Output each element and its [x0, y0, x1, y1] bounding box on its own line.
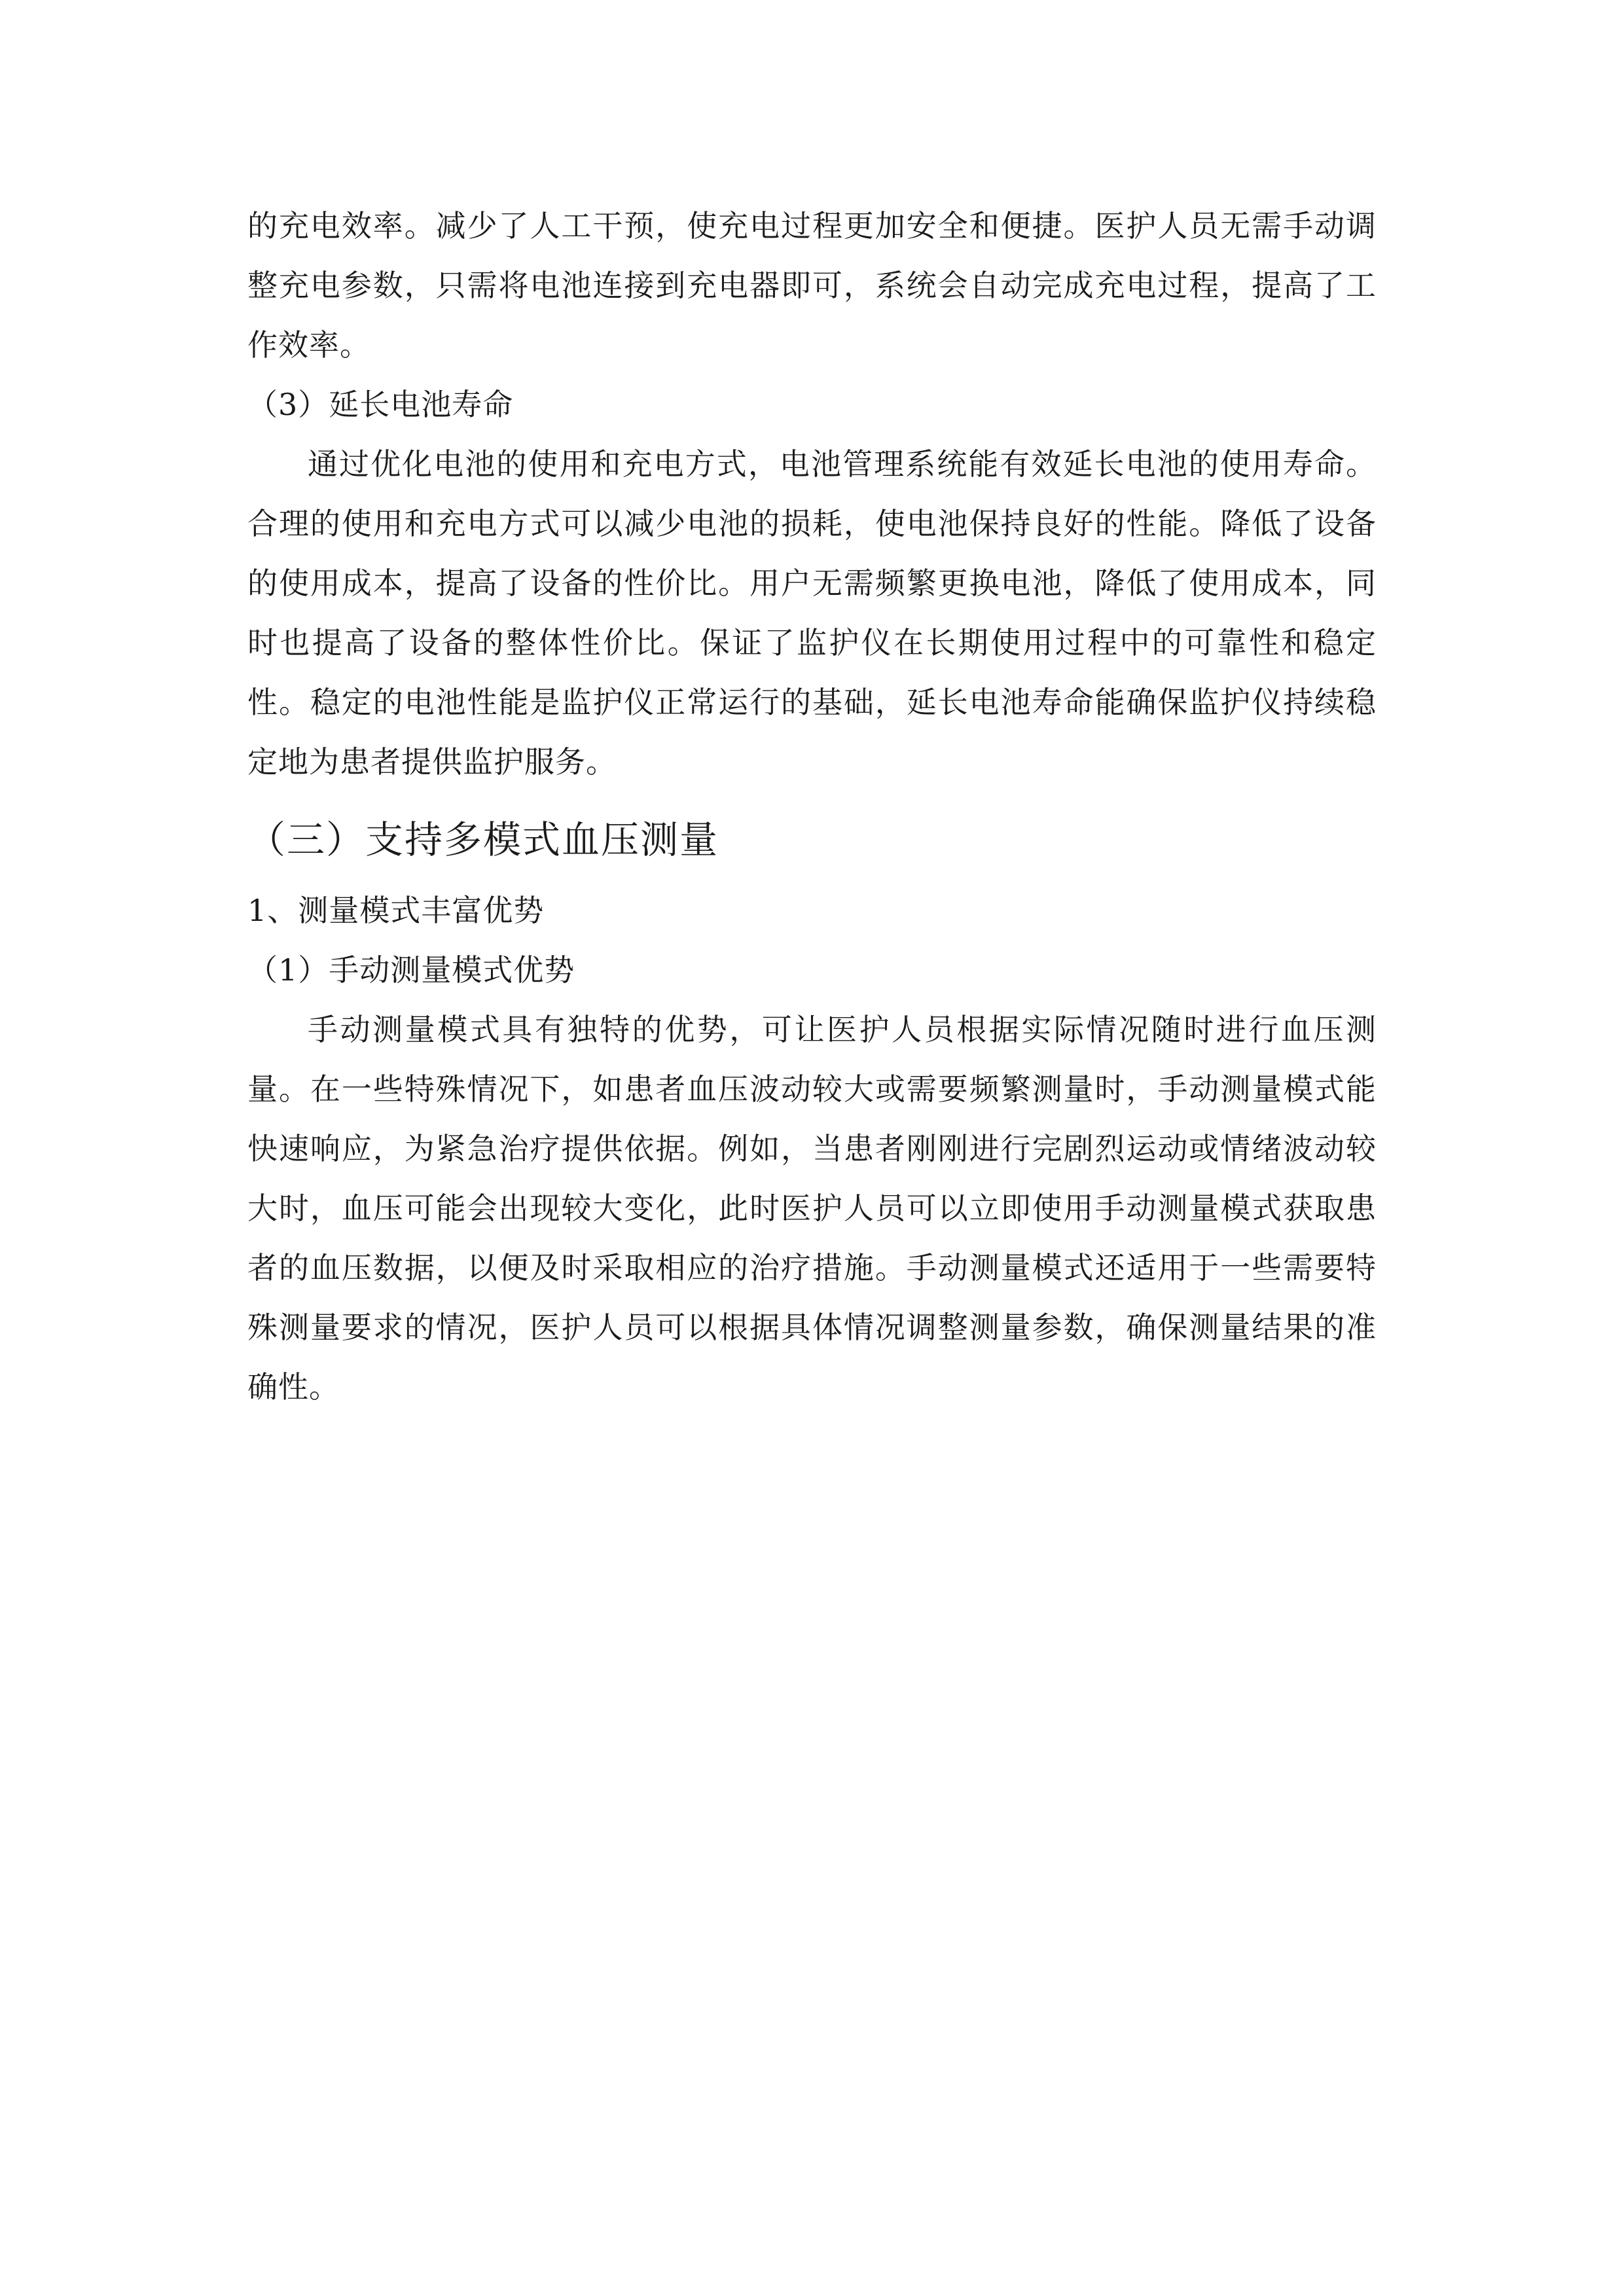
document-body: [247, 196, 1377, 1417]
subheading-measurement-modes: 1、测量模式丰富优势: [247, 893, 545, 928]
paragraph-manual-mode: 手动测量模式具有独特的优势，可让医护人员根据实际情况随时进行血压测量。在一些特殊情况下，如患者血压波动较大或需要频繁测量时，手动测量模式能快速响应，为紧急治疗提供依据。例如，当患者刚刚进行完剧烈运动或情绪波动较大时，血压可能会出现较大变化，此时医护人员可以立即使用手动测量模式获取患者的血压数据，以便及时采取相应的治疗措施。手动测量模式还适用于一些需要特殊测量要求的情况，医护人员可以根据具体情况调整测量参数，确保测量结果的准确性。: [247, 1012, 1377, 1405]
paragraph-battery-life: 通过优化电池的使用和充电方式，电池管理系统能有效延长电池的使用寿命。合理的使用和充电方式可以减少电池的损耗，使电池保持良好的性能。降低了设备的使用成本，提高了设备的性价比。用户无需频繁更换电池，降低了使用成本，同时也提高了设备的整体性价比。保证了监护仪在长期使用过程中的可靠性和稳定性。稳定的电池性能是监护仪正常运行的基础，延长电池寿命能确保监护仪持续稳定地为患者提供监护服务。: [247, 446, 1377, 780]
section-heading-multi-mode-bp: （三）支持多模式血压测量: [247, 817, 719, 862]
subheading-manual-mode: （1）手动测量模式优势: [247, 952, 575, 988]
paragraph-charging-efficiency: 的充电效率。减少了人工干预，使充电过程更加安全和便捷。医护人员无需手动调整充电参数，只需将电池连接到充电器即可，系统会自动完成充电过程，提高了工作效率。: [247, 208, 1377, 363]
subheading-extend-battery-life: （3）延长电池寿命: [247, 387, 514, 422]
